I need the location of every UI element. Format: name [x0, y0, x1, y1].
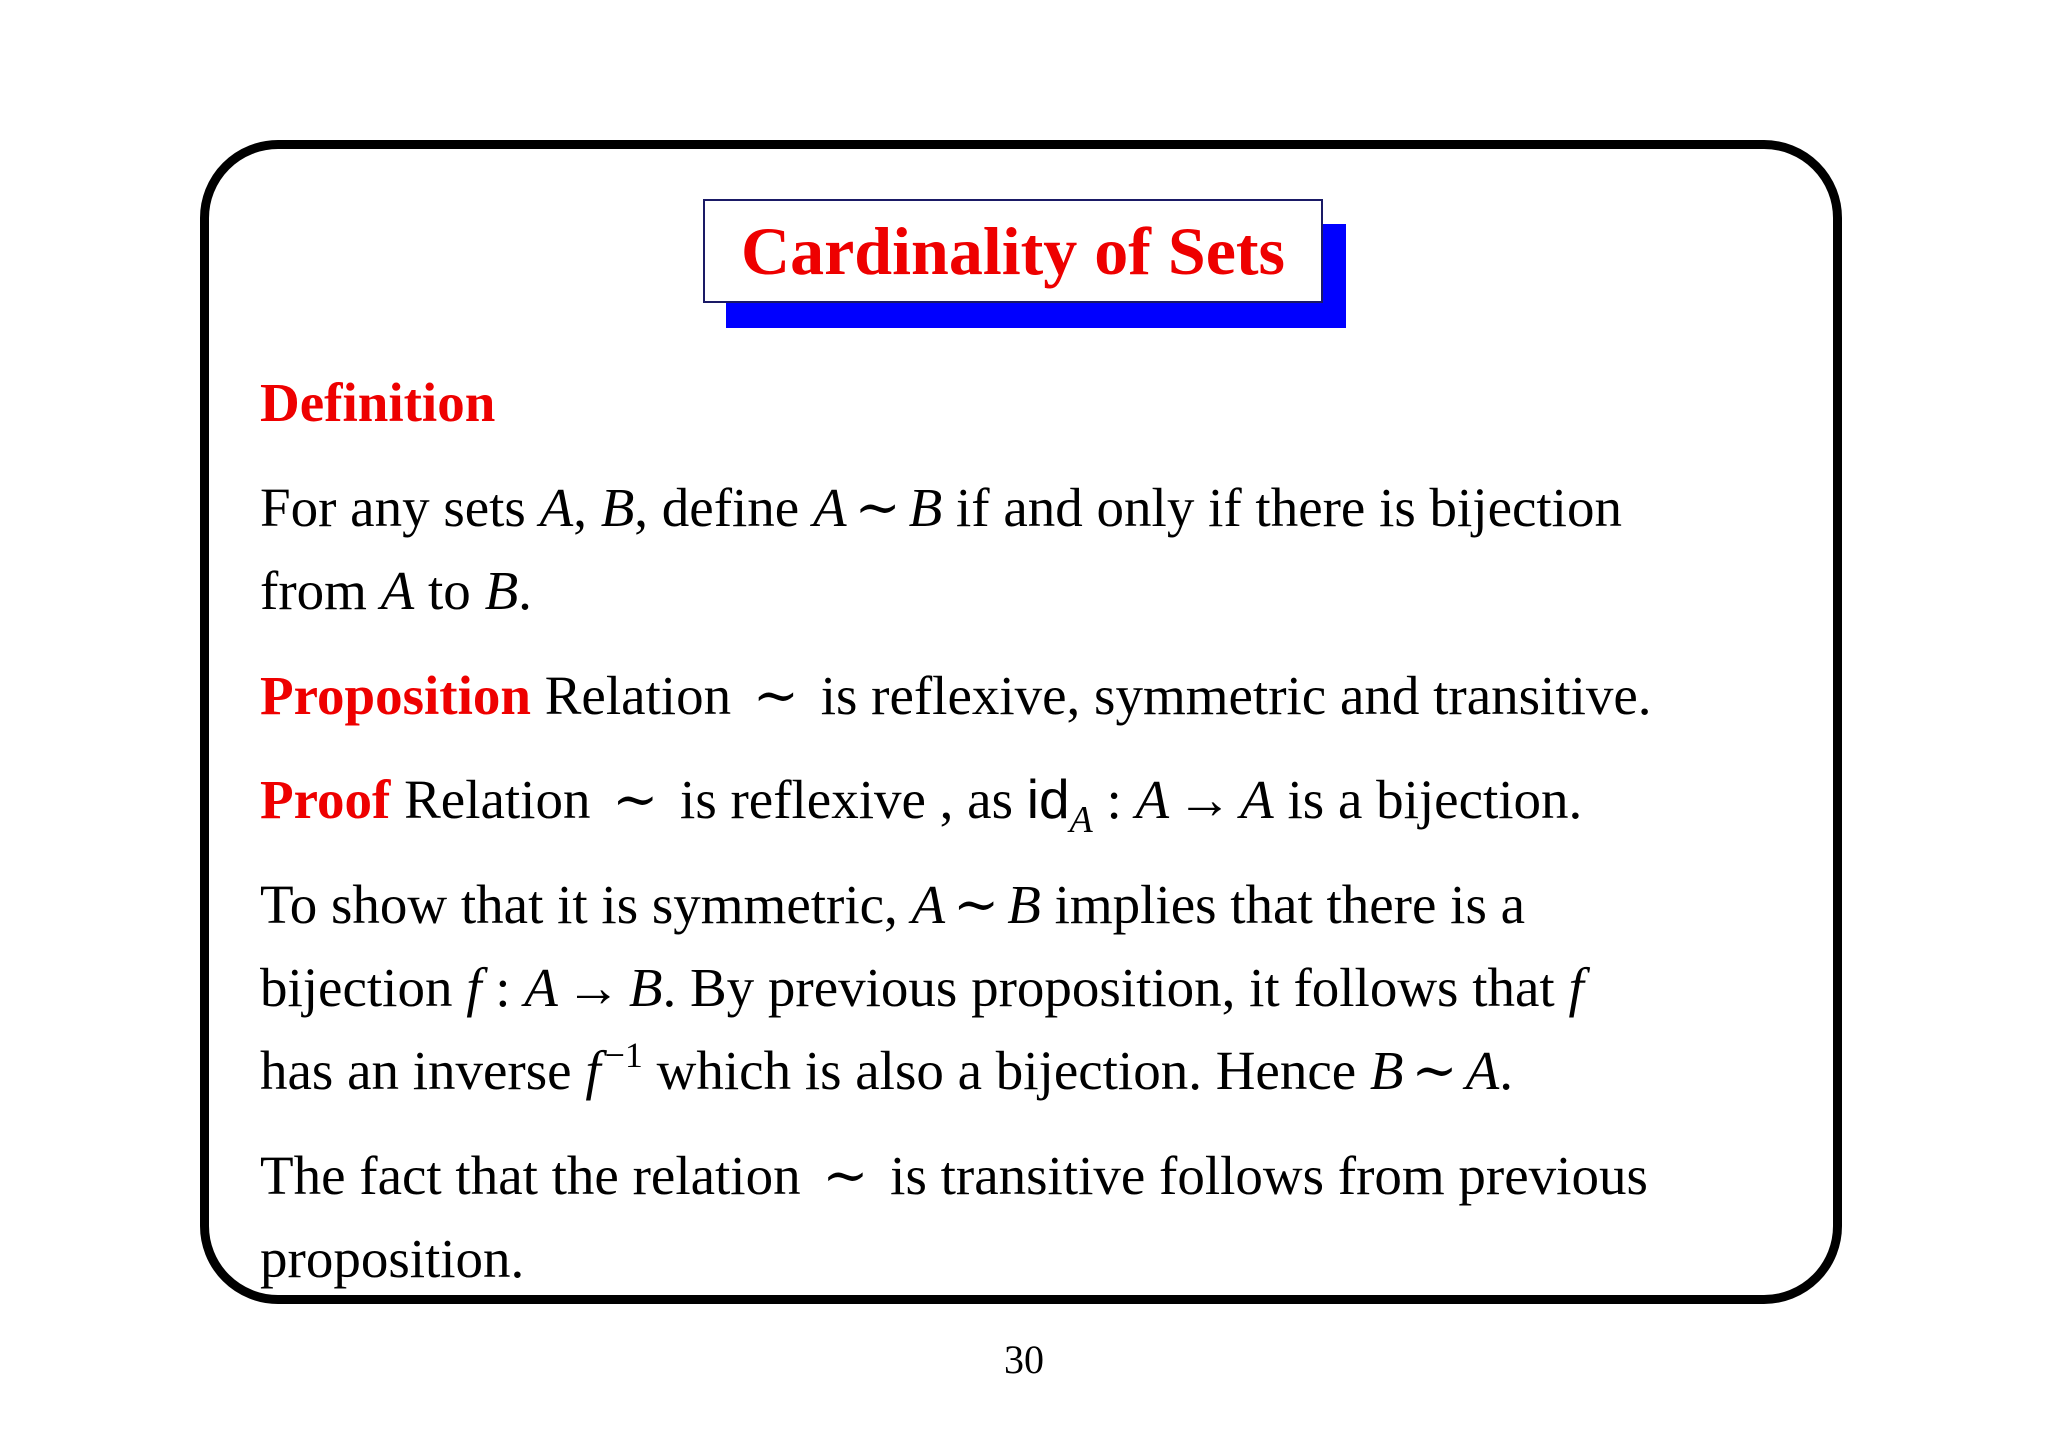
math-var: A	[539, 477, 574, 538]
text: ,	[573, 477, 601, 538]
math-var: A	[1240, 769, 1274, 830]
symmetric-line-1	[260, 874, 1526, 935]
text: bijection	[260, 957, 467, 1018]
transitive-line-1	[260, 1145, 1648, 1206]
symmetric-line-2	[260, 957, 1584, 1018]
text: Relation	[530, 665, 745, 726]
text: :	[481, 957, 525, 1018]
proposition-line	[260, 665, 1652, 726]
text: :	[1092, 769, 1136, 830]
proposition-heading: Proposition	[260, 665, 531, 726]
text: .	[518, 560, 532, 621]
math-var: A	[1135, 769, 1170, 830]
text: .	[1499, 1040, 1513, 1101]
math-var: B	[484, 560, 519, 621]
math-var: B	[1369, 1040, 1404, 1101]
math-var: B	[600, 477, 635, 538]
math-var: A	[524, 957, 558, 1018]
definition-heading: Definition	[260, 372, 496, 433]
math-var: f	[585, 1040, 601, 1101]
sim-symbol: ∼	[822, 1145, 869, 1206]
text: if and only if there is bijection	[942, 477, 1622, 538]
text: . By previous proposition, it follows that	[662, 957, 1569, 1018]
sim-symbol: ∼	[1411, 1040, 1458, 1101]
text: , define	[634, 477, 813, 538]
text: is transitive follows from previous	[876, 1145, 1648, 1206]
math-var: A	[911, 874, 946, 935]
identity-function: id	[1026, 768, 1070, 830]
sim-symbol: ∼	[612, 769, 659, 830]
arrow-symbol: →	[1177, 769, 1233, 830]
math-var: f	[466, 957, 482, 1018]
sim-symbol: ∼	[854, 477, 901, 538]
title-box	[703, 199, 1323, 303]
text: Relation	[390, 769, 605, 830]
proof-line	[260, 768, 1583, 841]
slide-title: Cardinality of Sets	[741, 213, 1285, 289]
text: to	[414, 560, 485, 621]
math-var: B	[628, 957, 663, 1018]
text: implies that there is a	[1040, 874, 1526, 935]
proof-heading: Proof	[260, 769, 391, 830]
text: which is also a bijection. Hence	[642, 1040, 1370, 1101]
transitive-line-2: proposition.	[260, 1228, 525, 1289]
definition-line-2	[260, 560, 532, 621]
text: is reflexive, symmetric and transitive.	[806, 665, 1652, 726]
math-var: A	[380, 560, 415, 621]
text: from	[260, 560, 381, 621]
page-number: 30	[1004, 1337, 1044, 1382]
text: The fact that the relation	[260, 1145, 815, 1206]
math-var: B	[908, 477, 943, 538]
superscript: −1	[604, 1035, 643, 1075]
math-var: A	[1465, 1040, 1500, 1101]
symmetric-line-3	[260, 1035, 1513, 1101]
sim-symbol: ∼	[953, 874, 1000, 935]
text: To show that it is symmetric,	[260, 874, 912, 935]
sim-symbol: ∼	[752, 665, 799, 726]
math-var: f	[1568, 957, 1584, 1018]
math-var: A	[812, 477, 847, 538]
arrow-symbol: →	[565, 957, 621, 1018]
definition-line-1	[260, 477, 1622, 538]
subscript: A	[1069, 799, 1093, 841]
math-var: B	[1007, 874, 1041, 935]
text: is a bijection.	[1273, 769, 1583, 830]
text: For any sets	[260, 477, 540, 538]
text: is reflexive , as	[666, 769, 1027, 830]
text: has an inverse	[260, 1040, 586, 1101]
